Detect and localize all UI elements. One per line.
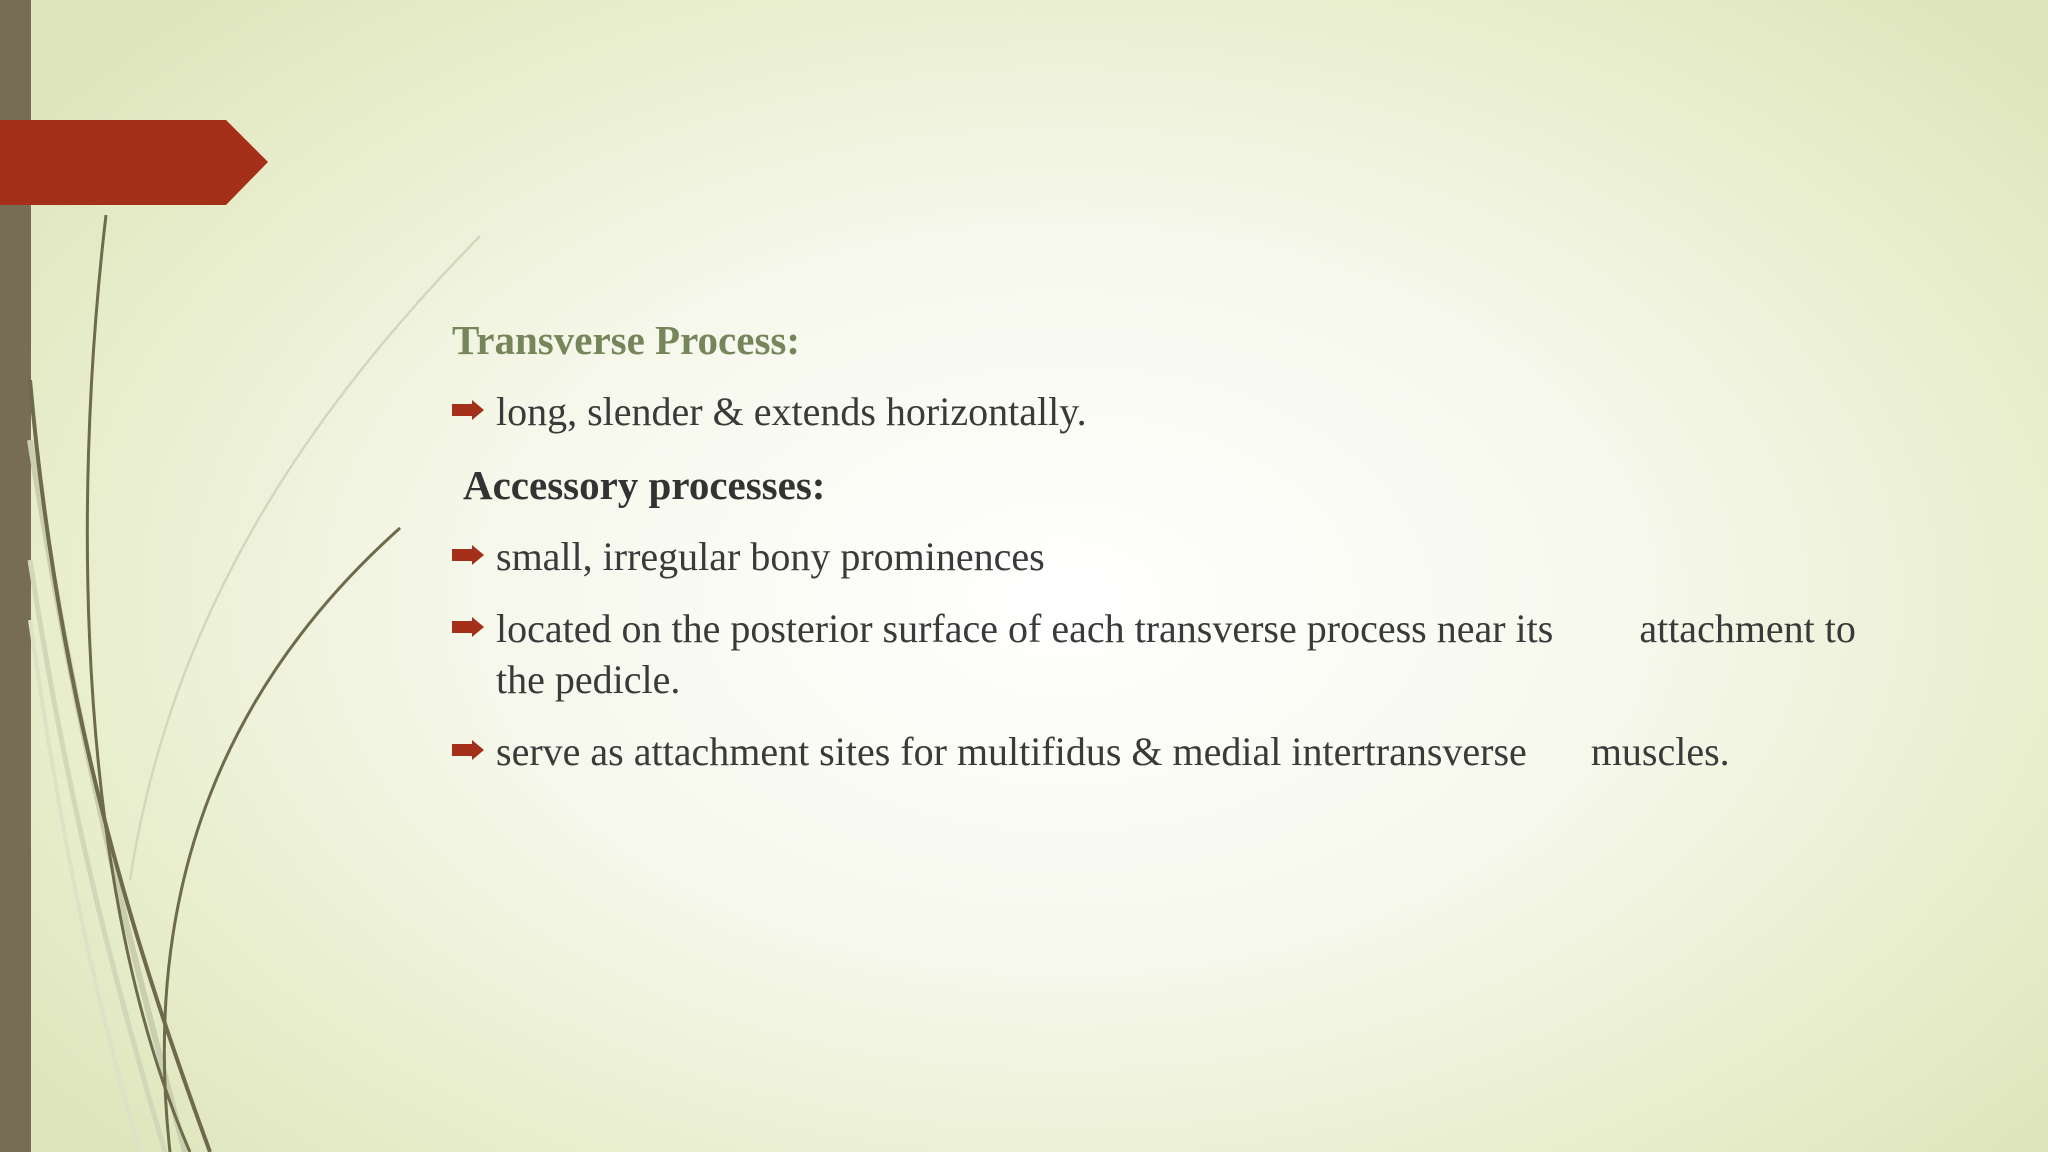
bullet-item: [452, 386, 1892, 437]
bullet-item: [452, 603, 1892, 705]
red-arrow-banner: [0, 120, 268, 205]
arrow-bullet-icon: [452, 400, 484, 420]
heading-accessory-processes: Accessory processes:: [463, 462, 826, 509]
bullet-text: long, slender & extends horizontally.: [496, 389, 1087, 435]
heading-transverse-process: Transverse Process:: [452, 317, 801, 363]
arrow-bullet-icon: [452, 740, 484, 760]
slide-content: [452, 310, 1892, 777]
bullet-item: [452, 531, 1892, 582]
bullet-text: serve as attachment sites for multifidus & medial intertransverse: [496, 729, 1527, 775]
bullet-text: located on the posterior surface of each transverse process near its: [496, 606, 1554, 652]
arrow-bullet-icon: [452, 545, 484, 565]
bullet-item: [452, 726, 1892, 777]
bullet-text: small, irregular bony prominences: [496, 534, 1045, 580]
bullet-text-continued: attachment to the pedicle.: [496, 606, 1856, 703]
arrow-bullet-icon: [452, 617, 484, 637]
bullet-text-continued: muscles.: [1590, 729, 1730, 775]
